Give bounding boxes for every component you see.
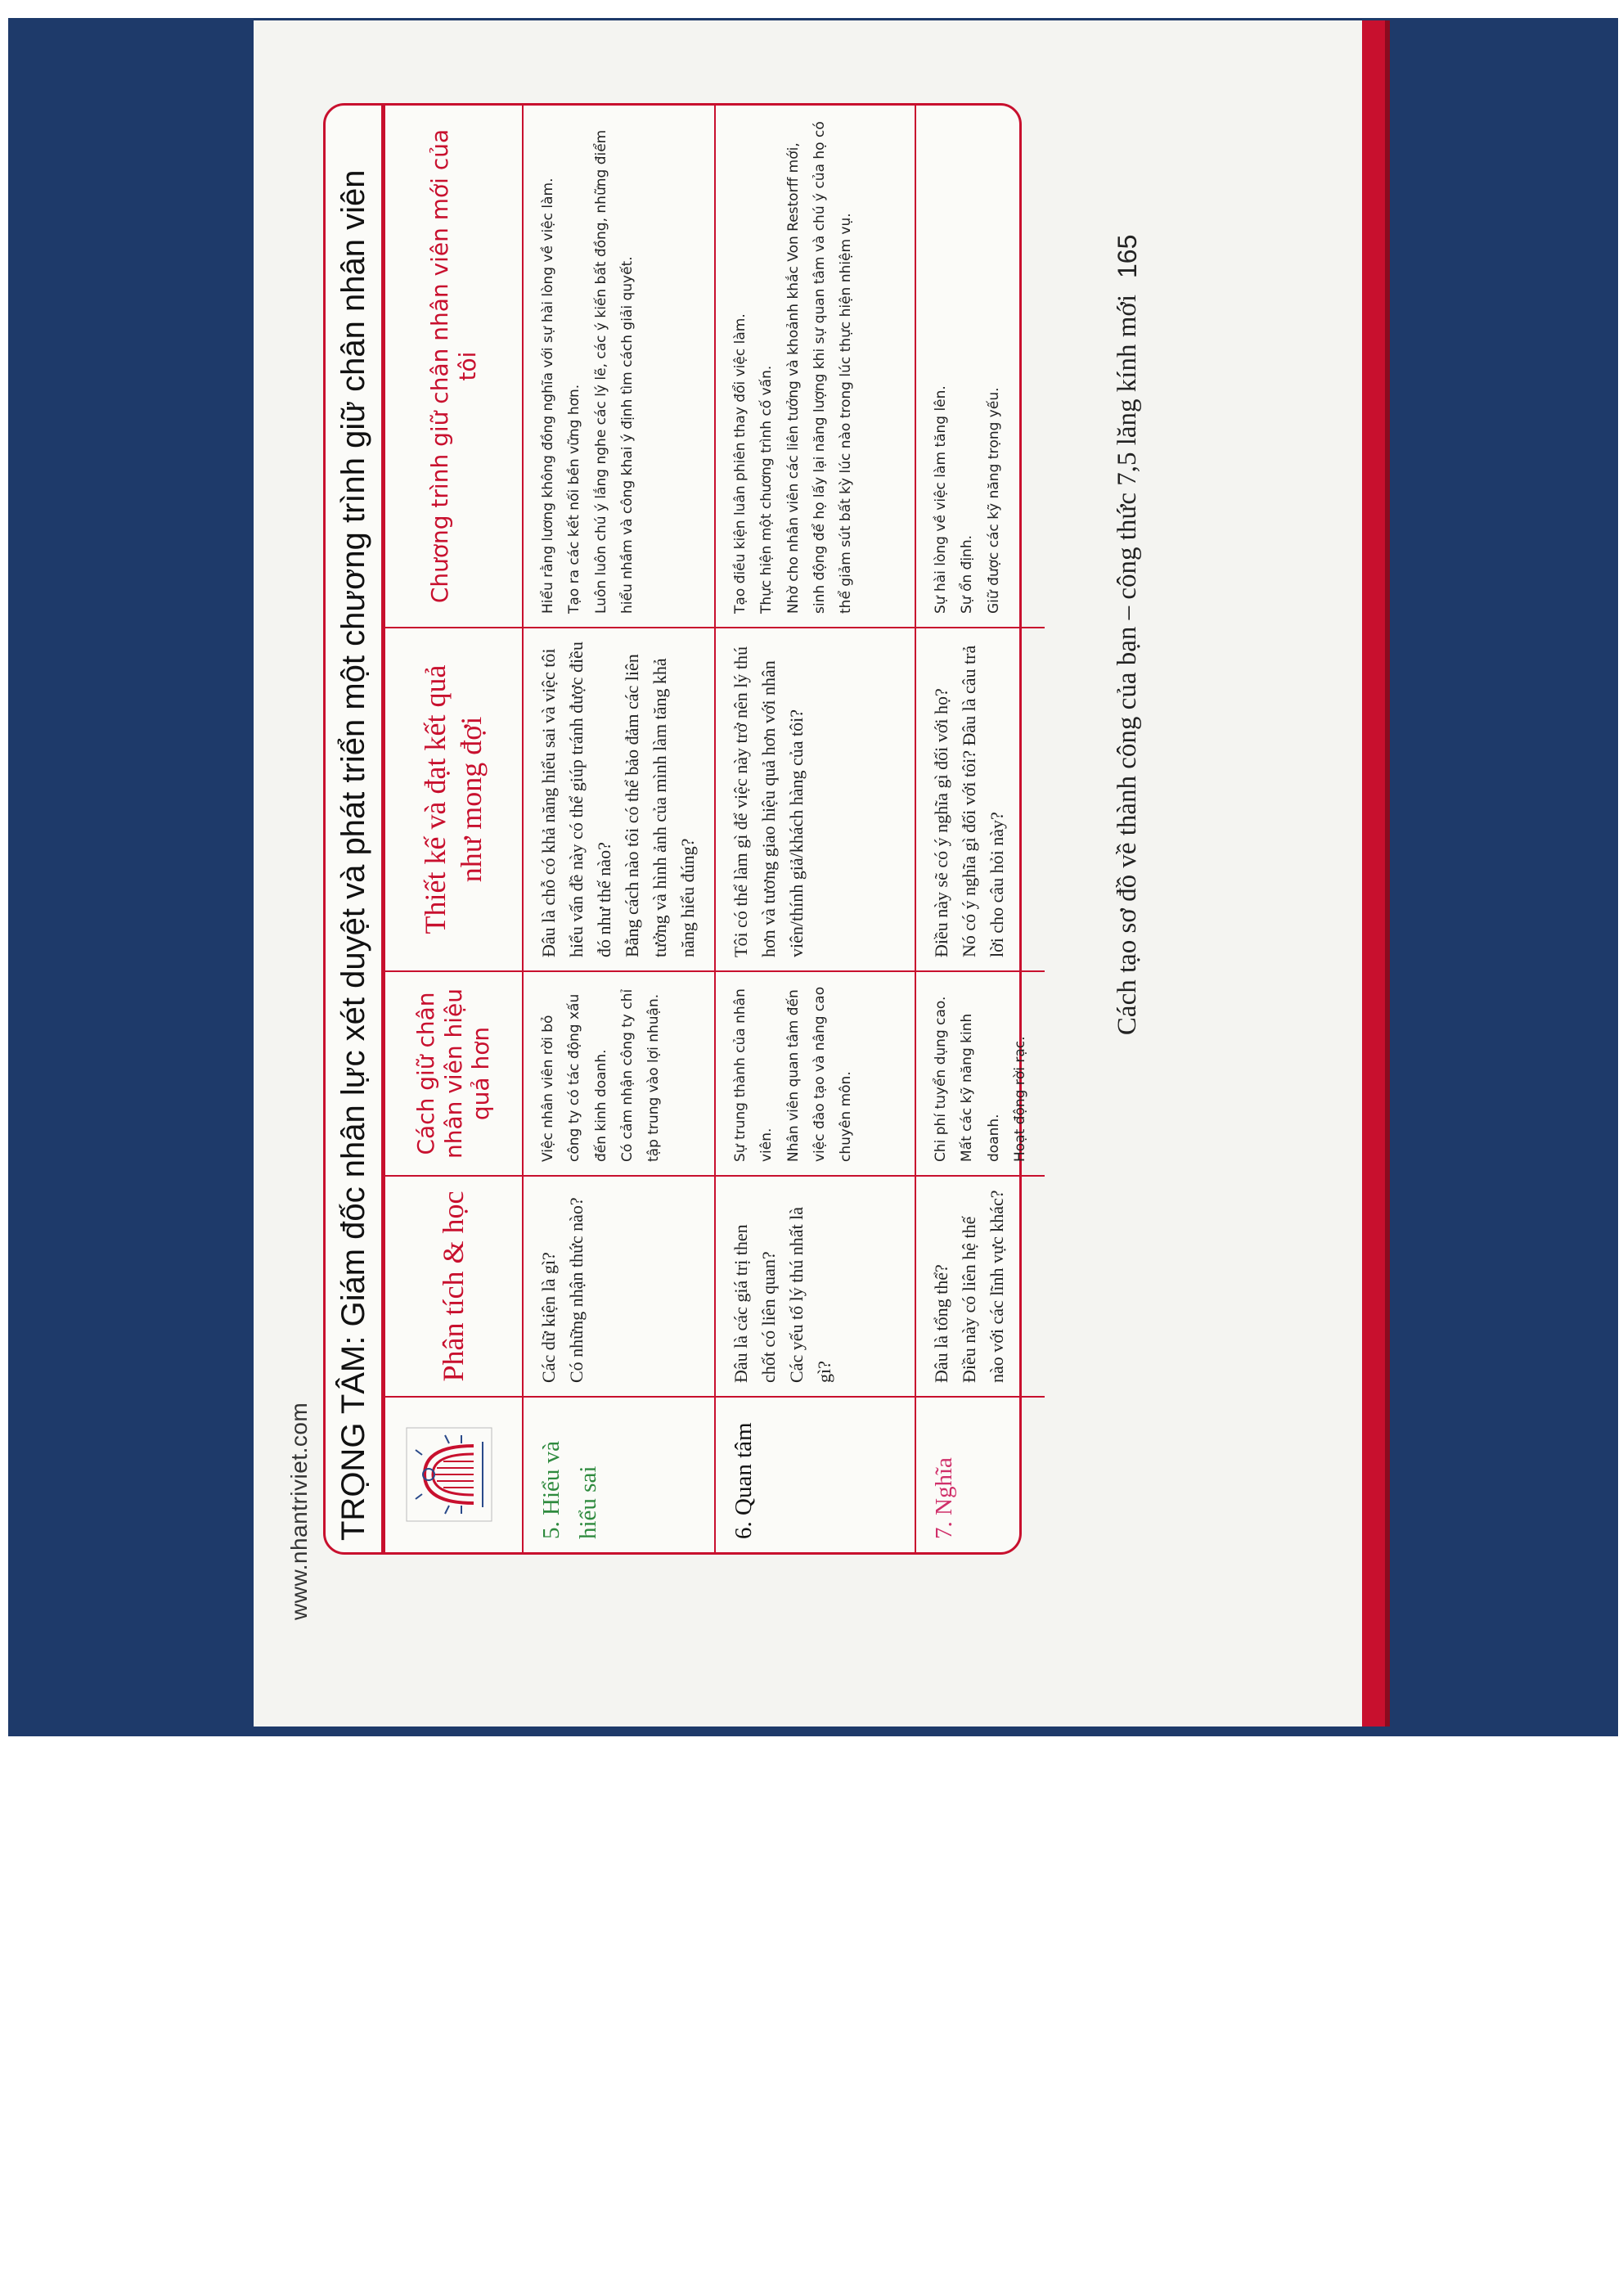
focus-table-frame (323, 103, 1028, 1555)
page-red-edge (1362, 20, 1385, 1727)
design-cell (715, 628, 915, 971)
header-retain: Cách giữ chân nhân viên hiệu quả hơn (384, 971, 523, 1176)
cell-line: Các dữ kiện là gì? (538, 1252, 559, 1383)
header-analysis: Phân tích & học (384, 1176, 523, 1397)
cell-line: Nhờ cho nhân viên các liên tưởng và khoảnh khắc Von Restorff mới, sinh động để họ lấy lại năng lượng khi sự quan tâm và chú ý của họ có thể giảm sút bất kỳ lúc nào trong lúc thực hiện nhiệm vụ. (785, 121, 855, 614)
cell-line: Mất các kỹ năng kinh doanh. (959, 1013, 1002, 1162)
cell-line: Sự ổn định. (959, 534, 976, 614)
cell-line: Chi phí tuyển dụng cao. (933, 996, 949, 1162)
design-cell (523, 628, 715, 971)
cell-line: Luôn luôn chú ý lắng nghe các lý lẽ, các ý kiến bất đồng, những điểm hiểu nhầm và công khai ý định tìm cách giải quyết. (592, 129, 636, 614)
page-number: 165 (1113, 234, 1142, 278)
cell-line: Bằng cách nào tôi có thể bảo đảm các liên tưởng và hình ảnh của mình làm tăng khả năng hiểu đúng? (622, 654, 699, 957)
website-url: www.nhantriviet.com (286, 1402, 312, 1620)
cell-line: Sự trung thành của nhân viên. (732, 988, 776, 1162)
program-cell (915, 106, 1045, 628)
retain-cell (523, 971, 715, 1176)
header-program: Chương trình giữ chân nhân viên mới của tôi (384, 106, 523, 628)
lens-label: 6. Quan tâm (715, 1397, 915, 1552)
cell-line: Nó có ý nghĩa gì đối với tôi? Đâu là câu trả lời cho câu hỏi này? (959, 645, 1008, 957)
cell-line: Tạo điều kiện luân phiên thay đổi việc làm. (732, 313, 749, 614)
table-row (915, 106, 1045, 1552)
page-red-edge-shadow (1385, 20, 1390, 1727)
cell-line: Các yếu tố lý thú nhất là gì? (786, 1206, 835, 1383)
program-cell (715, 106, 915, 628)
cell-line: Hoạt động rời rạc. (1011, 1036, 1028, 1162)
retain-cell (915, 971, 1045, 1176)
program-cell (523, 106, 715, 628)
table-row (523, 106, 715, 1552)
analysis-cell (523, 1176, 715, 1397)
cell-line: Sự hài lòng về việc làm tăng lên. (933, 385, 949, 614)
cell-line: Giữ được các kỹ năng trọng yếu. (985, 387, 1002, 614)
cell-line: Đâu là tổng thể? (931, 1264, 951, 1383)
retain-cell (715, 971, 915, 1176)
design-cell (915, 628, 1045, 971)
cell-line: Tôi có thể làm gì để việc này trở nên lý thú hơn và tương giao hiệu quả hơn với nhân viên/thính giả/khách hàng của tôi? (731, 646, 807, 957)
rotated-page-content (286, 78, 1276, 1620)
header-row (384, 106, 523, 1552)
cell-line: Có những nhận thức nào? (566, 1197, 587, 1383)
cell-line: Việc nhân viên rời bỏ công ty có tác động xấu đến kinh doanh. (540, 993, 609, 1162)
table-title: TRỌNG TÂM: Giám đốc nhân lực xét duyệt và phát triển một chương trình giữ chân nhân viên (326, 106, 384, 1552)
cell-line: Nhân viên quan tâm đến việc đào tạo và nâng cao chuyên môn. (785, 986, 855, 1162)
lens-table (384, 106, 1045, 1552)
lens-label: 5. Hiểu và hiểu sai (523, 1397, 715, 1552)
analysis-cell (715, 1176, 915, 1397)
cell-line: Điều này có liên hệ thế nào với các lĩnh vực khác? (959, 1190, 1008, 1383)
cell-line: Đâu là chỗ có khả năng hiểu sai và việc tôi hiểu vấn đề này có thể giúp tránh được điều đó như thế nào? (538, 642, 615, 957)
cell-line: Hiểu rằng lương không đồng nghĩa với sự hài lòng về việc làm. (540, 178, 556, 614)
cell-line: Có cảm nhận công ty chỉ tập trung vào lợi nhuận. (618, 988, 663, 1162)
lens-label: 7. Nghĩa (915, 1397, 1045, 1552)
lens-logo-cell (384, 1397, 523, 1552)
cell-line: Tạo ra các kết nối bền vững hơn. (566, 384, 583, 614)
running-footer: Cách tạo sơ đồ về thành công của bạn – công thức 7,5 lăng kính mới (1113, 295, 1142, 1036)
header-design: Thiết kế và đạt kết quả như mong đợi (384, 628, 523, 971)
analysis-cell (915, 1176, 1045, 1397)
cell-line: Thực hiện một chương trình cố vấn. (758, 365, 776, 614)
cell-line: Đâu là các giá trị then chốt có liên quan? (731, 1224, 780, 1383)
cell-line: Điều này sẽ có ý nghĩa gì đối với họ? (931, 688, 951, 957)
brain-lens-icon (404, 1426, 494, 1524)
table-row (715, 106, 915, 1552)
